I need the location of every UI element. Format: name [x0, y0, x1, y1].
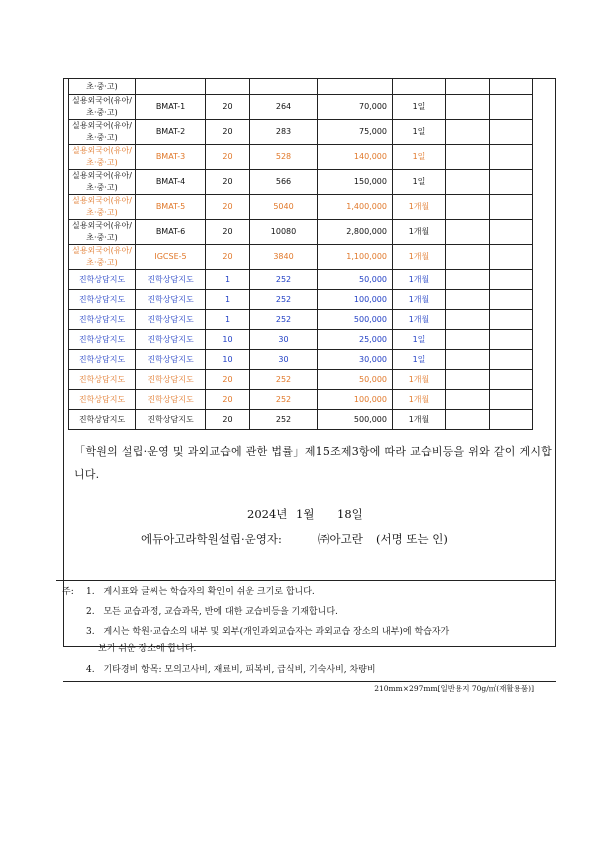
period-cell: 1일 — [393, 170, 446, 195]
course-cell — [69, 195, 136, 220]
fee-cell: 100,000 — [318, 290, 393, 310]
course-line: 초·중·고) — [86, 108, 118, 117]
table-row — [69, 350, 533, 370]
hours-cell: 10 — [206, 350, 250, 370]
course-line: 진학상담지도 — [78, 294, 126, 304]
empty-cell — [490, 350, 533, 370]
period-cell: 1개월 — [393, 220, 446, 245]
date-day: 18일 — [337, 507, 363, 521]
course-cell — [69, 310, 136, 330]
course-line: 실용외국어(유아/ — [72, 121, 132, 130]
hours-cell: 20 — [206, 195, 250, 220]
subject-cell: 진학상담지도 — [136, 350, 206, 370]
total-cell: 252 — [250, 270, 318, 290]
period-cell: 1일 — [393, 120, 446, 145]
empty-cell — [446, 370, 490, 390]
notes-prefix: 주: — [62, 587, 74, 597]
notice-text: 「학원의 설립·운영 및 과외교습에 관한 법률」제15조제3항에 따라 교습비등을 위와 같이 게시합니다. — [74, 445, 553, 481]
hours-cell: 20 — [206, 145, 250, 170]
total-cell: 30 — [250, 350, 318, 370]
note-item — [86, 624, 449, 637]
table-row — [69, 390, 533, 410]
empty-cell — [446, 410, 490, 430]
subject-cell: 진학상담지도 — [136, 270, 206, 290]
subject-cell: BMAT-4 — [136, 170, 206, 195]
course-cell — [69, 170, 136, 195]
empty-cell — [490, 220, 533, 245]
total-cell: 252 — [250, 370, 318, 390]
subject-cell: BMAT-6 — [136, 220, 206, 245]
course-cell: 초·중·고) — [69, 79, 136, 95]
empty-cell — [446, 145, 490, 170]
fee-cell: 50,000 — [318, 370, 393, 390]
course-cell — [69, 330, 136, 350]
course-cell — [69, 410, 136, 430]
fee-cell: 75,000 — [318, 120, 393, 145]
note-item — [86, 604, 338, 617]
empty-cell — [490, 330, 533, 350]
course-line: 진학상담지도 — [78, 314, 126, 324]
total-cell: 5040 — [250, 195, 318, 220]
total-cell: 566 — [250, 170, 318, 195]
subject-cell: 진학상담지도 — [136, 330, 206, 350]
paper-spec: 210mm×297mm[일반용지 70g/㎡(재활용품)] — [374, 684, 534, 693]
table-row — [69, 410, 533, 430]
table-row — [69, 330, 533, 350]
hours-cell: 20 — [206, 370, 250, 390]
fee-cell: 500,000 — [318, 310, 393, 330]
empty-cell — [490, 390, 533, 410]
course-line: 진학상담지도 — [78, 354, 126, 364]
empty-cell — [446, 390, 490, 410]
paper-footer — [63, 681, 556, 696]
course-cell — [69, 220, 136, 245]
period-cell: 1일 — [393, 330, 446, 350]
subject-cell: BMAT-5 — [136, 195, 206, 220]
empty-cell — [446, 195, 490, 220]
section-divider — [56, 580, 556, 581]
note-text: 보기 쉬운 장소에 합니다. — [98, 644, 197, 654]
course-line: 진학상담지도 — [78, 274, 126, 284]
total-cell: 528 — [250, 145, 318, 170]
subject-cell: 진학상담지도 — [136, 370, 206, 390]
table-row — [69, 270, 533, 290]
total-cell: 252 — [250, 290, 318, 310]
course-cell — [69, 245, 136, 270]
period-cell: 1일 — [393, 145, 446, 170]
hours-cell: 20 — [206, 410, 250, 430]
course-line: 초·중·고) — [86, 183, 118, 192]
note-number: 3. — [86, 627, 95, 637]
total-cell: 264 — [250, 95, 318, 120]
fee-cell: 70,000 — [318, 95, 393, 120]
empty-cell — [490, 95, 533, 120]
fee-cell: 50,000 — [318, 270, 393, 290]
period-cell: 1개월 — [393, 270, 446, 290]
total-cell: 283 — [250, 120, 318, 145]
table-row — [69, 195, 533, 220]
fee-cell: 2,800,000 — [318, 220, 393, 245]
empty-cell — [446, 245, 490, 270]
total-cell: 252 — [250, 310, 318, 330]
empty-cell — [446, 310, 490, 330]
hours-cell: 20 — [206, 170, 250, 195]
subject-cell: BMAT-3 — [136, 145, 206, 170]
course-cell — [69, 120, 136, 145]
period-cell: 1개월 — [393, 195, 446, 220]
hours-cell: 20 — [206, 120, 250, 145]
table-row — [69, 120, 533, 145]
fee-cell: 1,400,000 — [318, 195, 393, 220]
fee-cell: 25,000 — [318, 330, 393, 350]
subject-cell: 진학상담지도 — [136, 410, 206, 430]
seal-name: ㈜아고란 — [318, 532, 363, 546]
fee-cell: 30,000 — [318, 350, 393, 370]
note-text: 모든 교습과정, 교습과목, 반에 대한 교습비등을 기재합니다. — [103, 607, 338, 617]
table-row — [69, 79, 533, 95]
course-line: 초·중·고) — [86, 233, 118, 242]
note-number: 2. — [86, 607, 95, 617]
table-row — [69, 245, 533, 270]
total-cell: 30 — [250, 330, 318, 350]
course-cell — [69, 270, 136, 290]
empty-cell — [446, 95, 490, 120]
fee-cell: 140,000 — [318, 145, 393, 170]
fee-cell: 500,000 — [318, 410, 393, 430]
hours-cell: 1 — [206, 310, 250, 330]
note-item — [86, 662, 376, 675]
hours-cell: 20 — [206, 245, 250, 270]
empty-cell — [490, 120, 533, 145]
date-month: 1월 — [296, 507, 315, 521]
table-row — [69, 370, 533, 390]
empty-cell — [490, 245, 533, 270]
total-cell: 10080 — [250, 220, 318, 245]
note-text: 게시표와 글씨는 학습자의 확인이 쉬운 크기로 합니다. — [103, 587, 315, 597]
course-cell — [69, 350, 136, 370]
table-row — [69, 310, 533, 330]
subject-cell: BMAT-1 — [136, 95, 206, 120]
table-row — [69, 290, 533, 310]
note-text: 게시는 학원·교습소의 내부 및 외부(개인과외교습자는 과외교습 장소의 내부)에 학습자가 — [103, 627, 450, 637]
course-line: 실용외국어(유아/ — [72, 221, 132, 230]
period-cell: 1개월 — [393, 310, 446, 330]
course-line: 실용외국어(유아/ — [72, 246, 132, 255]
fee-table — [68, 78, 533, 430]
empty-cell — [446, 350, 490, 370]
course-cell — [69, 290, 136, 310]
period-cell: 1개월 — [393, 390, 446, 410]
empty-cell — [490, 370, 533, 390]
subject-cell: 진학상담지도 — [136, 290, 206, 310]
empty-cell — [446, 330, 490, 350]
note-item — [86, 584, 315, 597]
hours-cell: 10 — [206, 330, 250, 350]
course-cell — [69, 370, 136, 390]
empty-cell — [446, 290, 490, 310]
signature-note: (서명 또는 인) — [376, 532, 448, 546]
total-cell: 252 — [250, 390, 318, 410]
fee-cell: 150,000 — [318, 170, 393, 195]
hours-cell: 1 — [206, 270, 250, 290]
empty-cell — [446, 170, 490, 195]
date-year: 2024년 — [247, 507, 288, 521]
course-line: 진학상담지도 — [78, 414, 126, 424]
table-row — [69, 170, 533, 195]
course-line: 초·중·고) — [86, 158, 118, 167]
empty-cell — [490, 310, 533, 330]
subject-cell: IGCSE-5 — [136, 245, 206, 270]
course-line: 실용외국어(유아/ — [72, 196, 132, 205]
empty-cell — [446, 270, 490, 290]
fee-cell: 1,100,000 — [318, 245, 393, 270]
total-cell: 252 — [250, 410, 318, 430]
empty-cell — [490, 145, 533, 170]
empty-cell — [490, 290, 533, 310]
period-cell: 1개월 — [393, 410, 446, 430]
course-line: 초·중·고) — [86, 133, 118, 142]
total-cell: 3840 — [250, 245, 318, 270]
hours-cell: 20 — [206, 390, 250, 410]
course-cell — [69, 95, 136, 120]
fee-cell: 100,000 — [318, 390, 393, 410]
period-cell: 1개월 — [393, 245, 446, 270]
period-cell: 1일 — [393, 95, 446, 120]
subject-cell: 진학상담지도 — [136, 310, 206, 330]
note-number: 1. — [86, 587, 95, 597]
note-item-continued — [98, 641, 196, 654]
course-line: 실용외국어(유아/ — [72, 96, 132, 105]
table-row — [69, 220, 533, 245]
course-line: 진학상담지도 — [78, 374, 126, 384]
course-line: 실용외국어(유아/ — [72, 171, 132, 180]
subject-cell: 진학상담지도 — [136, 390, 206, 410]
note-text: 기타경비 항목: 모의고사비, 재료비, 피복비, 급식비, 기숙사비, 차량비 — [103, 665, 376, 675]
course-cell — [69, 145, 136, 170]
subject-cell: BMAT-2 — [136, 120, 206, 145]
signer-label: 에듀아고라학원설립·운영자: — [141, 532, 282, 546]
hours-cell: 20 — [206, 220, 250, 245]
empty-cell — [490, 270, 533, 290]
hours-cell: 20 — [206, 95, 250, 120]
course-line: 초·중·고) — [86, 258, 118, 267]
empty-cell — [446, 220, 490, 245]
hours-cell: 1 — [206, 290, 250, 310]
course-cell — [69, 390, 136, 410]
period-cell: 1개월 — [393, 370, 446, 390]
empty-cell — [446, 120, 490, 145]
course-line: 실용외국어(유아/ — [72, 146, 132, 155]
table-row — [69, 145, 533, 170]
empty-cell — [490, 170, 533, 195]
course-line: 초·중·고) — [86, 208, 118, 217]
table-row — [69, 95, 533, 120]
empty-cell — [490, 410, 533, 430]
course-line: 진학상담지도 — [78, 394, 126, 404]
course-line: 진학상담지도 — [78, 334, 126, 344]
period-cell: 1개월 — [393, 290, 446, 310]
note-number: 4. — [86, 665, 95, 675]
empty-cell — [490, 195, 533, 220]
period-cell: 1일 — [393, 350, 446, 370]
